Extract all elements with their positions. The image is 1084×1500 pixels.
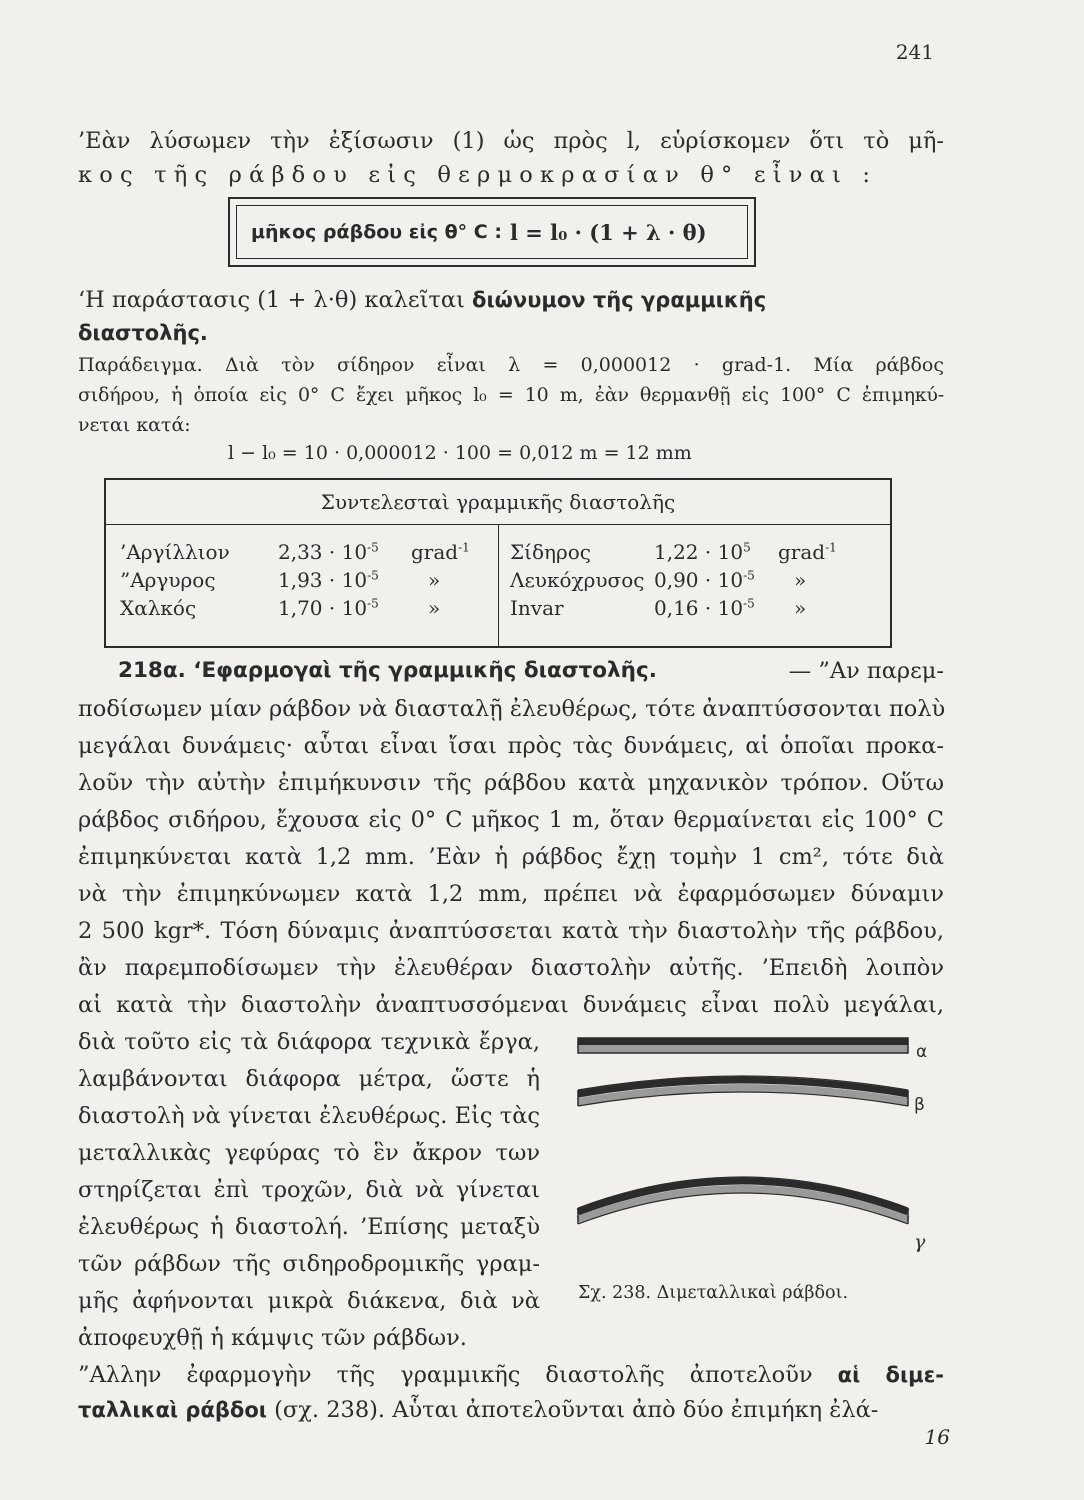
formula-label: μῆκος ράβδου εἰς θ° C : <box>251 221 502 243</box>
table-left-material: Χαλκός <box>120 596 197 620</box>
example-line-3: νεται κατά: <box>78 414 191 436</box>
narrow-line: λαμβάνονται διάφορα μέτρα, ὥστε ἡ <box>78 1066 540 1092</box>
table-left-unit: » <box>428 568 441 592</box>
figure-caption: Σχ. 238. Διμεταλλικαὶ ράβδοι. <box>578 1283 849 1303</box>
closing-line-1 <box>78 1360 944 1390</box>
table-right-unit: grad$^{-1}$ <box>778 540 837 564</box>
body-line: νὰ τὴν ἐπιμηκύνωμεν κατὰ 1,2 mm, πρέπει νὰ ἐφαρμόσωμεν δύναμιν <box>78 881 944 907</box>
table-right-value: $1,22 \cdot 10^5$ <box>654 540 751 564</box>
table-left-value: $1,93 \cdot 10^{-5}$ <box>278 568 379 592</box>
body-line: ράβδος σιδήρου, ἔχουσα εἰς 0° C μῆκος 1 m, ὅταν θερμαίνεται εἰς 100° C <box>78 807 944 833</box>
intro-line-2: κος τῆς ράβδου εἰς θερμοκρασίαν θ° εἶναι : <box>78 162 878 188</box>
body-line: ποδίσωμεν μίαν ράβδον νὰ διασταλῇ ἐλευθέρως, τότε ἀναπτύσσονται πολὺ <box>78 696 946 722</box>
table-right-value: $0,90 \cdot 10^{-5}$ <box>654 568 755 592</box>
narrow-line: διαστολὴ νὰ γίνεται ἐλευθέρως. Εἰς τὰς <box>78 1103 540 1129</box>
body-line: ἐπιμηκύνεται κατὰ 1,2 mm. ’Εὰν ἡ ράβδος ἔχῃ τομὴν 1 cm², τότε διὰ <box>78 844 944 870</box>
body-line: λοῦν τὴν αὐτὴν ἐπιμήκυνσιν τῆς ράβδου κατὰ μηχανικὸν τρόπον. Οὕτω <box>78 770 944 796</box>
strip-c-label: γ <box>914 1231 926 1253</box>
narrow-line: ἐλευθέρως ἡ διαστολή. ’Επίσης μεταξὺ <box>78 1214 540 1240</box>
expansion-coefficients-table <box>104 478 892 648</box>
table-right-material: Λευκόχρυσος <box>510 568 645 592</box>
strip-b-label: β <box>914 1095 925 1115</box>
narrow-line: τῶν ράβδων τῆς σιδηροδρομικῆς γραμ- <box>78 1251 540 1277</box>
intro-line-1: ’Εὰν λύσωμεν τὴν ἐξίσωσιν (1) ὡς πρὸς l, εὑρίσκομεν ὅτι τὸ μῆ- <box>78 128 944 154</box>
table-right-unit: » <box>794 596 807 620</box>
body-line: αἱ κατὰ τὴν διαστολὴν ἀναπτυσσόμεναι δυνάμεις εἶναι πολὺ μεγάλαι, <box>78 992 944 1018</box>
formula-expression: l = l₀ · (1 + λ · θ) <box>509 219 707 245</box>
bimetallic-strips-figure <box>570 1030 950 1310</box>
expression-paragraph-line-1 <box>78 285 944 315</box>
table-right-value: $0,16 \cdot 10^{-5}$ <box>654 596 755 620</box>
section-heading-line <box>118 656 944 686</box>
closing-text-1: ”Αλλην ἐφαρμογὴν τῆς γραμμικῆς διαστολῆς ἀποτελοῦν <box>78 1362 813 1388</box>
body-line: 2 500 kgr*. Τόση δύναμις ἀναπτύσσεται κατὰ τὴν διαστολὴν τῆς ράβδου, <box>78 918 944 944</box>
closing-text-2: (σχ. 238). Αὗται ἀποτελοῦνται ἀπὸ δύο ἐπιμήκη ἐλά- <box>274 1397 879 1423</box>
table-left-material: ’Αργίλλιον <box>120 540 230 564</box>
example-line-2: σιδήρου, ἡ ὁποία εἰς 0° C ἔχει μῆκος l₀ = 10 m, ἐὰν θερμανθῇ εἰς 100° C ἐπιμηκύ- <box>78 384 944 406</box>
bimetallic-term-1: αἱ διμε- <box>837 1363 944 1387</box>
narrow-line: μεταλλικὰς γεφύρας τὸ ἓν ἄκρον των <box>78 1140 540 1166</box>
expression-text: ‘Η παράστασις (1 + λ·θ) καλεῖται <box>78 287 465 313</box>
formula-box <box>228 197 756 267</box>
expression-paragraph-line-2: διαστολῆς. <box>78 321 208 345</box>
closing-line-2 <box>78 1395 944 1425</box>
strip-b <box>578 1076 908 1106</box>
binomial-term: διώνυμον τῆς γραμμικῆς <box>472 288 767 312</box>
table-left-value: $2,33 \cdot 10^{-5}$ <box>278 540 379 564</box>
narrow-line: μῆς ἀφήνονται μικρὰ διάκενα, διὰ νὰ <box>78 1288 540 1314</box>
signature-mark: 16 <box>924 1425 950 1449</box>
narrow-line: διὰ τοῦτο εἰς τὰ διάφορα τεχνικὰ ἔργα, <box>78 1029 540 1055</box>
narrow-line: ἀποφευχθῇ ἡ κάμψις τῶν ράβδων. <box>78 1325 467 1351</box>
body-line: μεγάλαι δυνάμεις· αὗται εἶναι ἴσαι πρὸς τὰς δυνάμεις, αἱ ὁποῖαι προκα- <box>78 733 944 759</box>
bimetallic-term-2: ταλλικαὶ ράβδοι <box>78 1398 267 1422</box>
section-heading: 218α. ‘Εφαρμογαὶ τῆς γραμμικῆς διαστολῆς. <box>118 658 657 683</box>
example-line-1: Παράδειγμα. Διὰ τὸν σίδηρον εἶναι λ = 0,000012 · grad-1. Μία ράβδος <box>78 354 944 376</box>
body-line: ἂν παρεμποδίσωμεν τὴν ἐλευθέραν διαστολὴν αὐτῆς. ’Επειδὴ λοιπὸν <box>78 955 944 981</box>
strip-c <box>578 1177 908 1224</box>
example-calculation: l − l₀ = 10 · 0,000012 · 100 = 0,012 m = 12 mm <box>228 442 692 464</box>
table-title: Συντελεσταὶ γραμμικῆς διαστολῆς <box>320 490 676 514</box>
table-left-unit: grad$^{-1}$ <box>411 540 470 564</box>
strip-a <box>578 1038 908 1053</box>
table-right-unit: » <box>794 568 807 592</box>
strip-a-label: α <box>916 1042 928 1062</box>
narrow-line: στηρίζεται ἐπὶ τροχῶν, διὰ νὰ γίνεται <box>78 1177 540 1203</box>
table-right-material: Σίδηρος <box>510 540 592 564</box>
table-left-unit: » <box>428 596 441 620</box>
table-left-value: $1,70 \cdot 10^{-5}$ <box>278 596 379 620</box>
section-lead: — ”Αν παρεμ- <box>788 658 944 684</box>
table-right-material: Invar <box>510 596 564 620</box>
page-number: 241 <box>895 40 934 64</box>
table-left-material: ”Αργυρος <box>120 568 216 592</box>
